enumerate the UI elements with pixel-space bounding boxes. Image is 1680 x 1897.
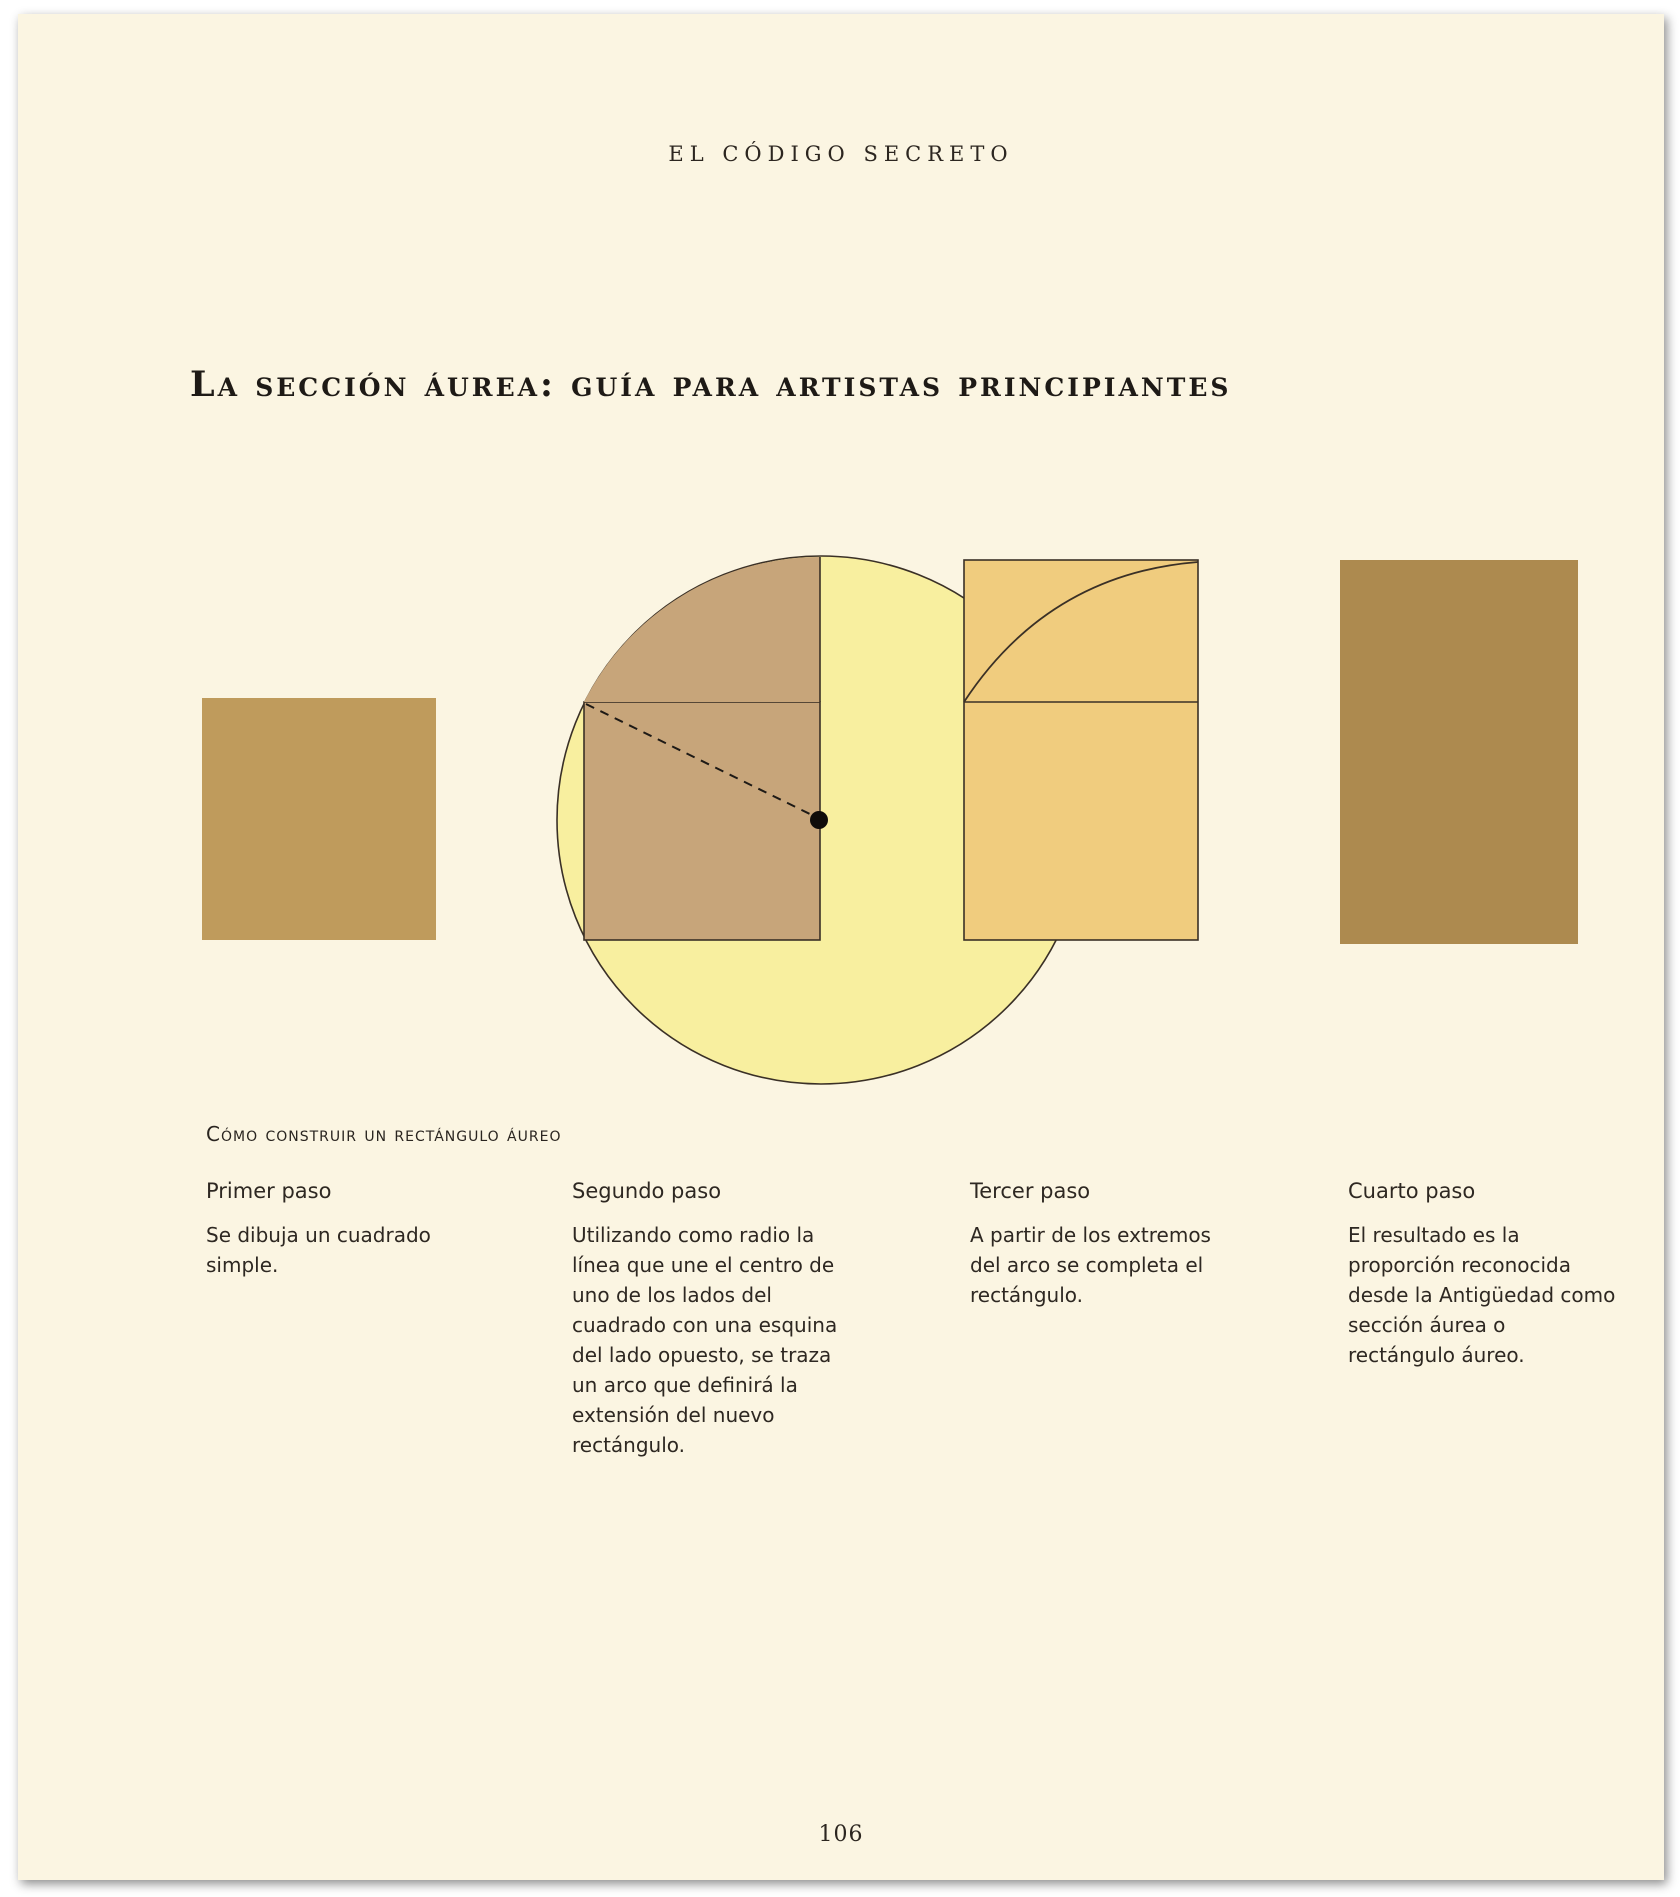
step4-golden-rectangle (1340, 560, 1578, 944)
step-3-text: A partir de los extremos del arco se completa el rectángulo. (970, 1223, 1211, 1307)
step-1-text: Se dibuja un cuadrado simple. (206, 1223, 431, 1277)
step-3-title: Tercer paso (970, 1179, 1091, 1203)
page-title: La sección áurea: guía para artistas principiantes (190, 364, 1232, 405)
step-2-title: Segundo paso (572, 1179, 722, 1203)
step-1-title: Primer paso (206, 1179, 332, 1203)
step-2 (572, 1176, 862, 1460)
step-4 (1348, 1176, 1618, 1370)
center-point (810, 811, 828, 829)
book-page (18, 14, 1664, 1880)
step2-square (584, 702, 820, 940)
step-4-text: El resultado es la proporción reconocida desde la Antigüedad como sección áurea o rectángulo áureo. (1348, 1223, 1616, 1367)
step-3 (970, 1176, 1240, 1310)
running-header: EL CÓDIGO SECRETO (668, 142, 1014, 166)
step1-square (202, 698, 436, 940)
step-2-text: Utilizando como radio la línea que une el centro de uno de los lados del cuadrado con una esquina del lado opuesto, se traza un arco que definirá la extensión del nuevo rectángulo. (572, 1223, 838, 1457)
section-subtitle: Cómo construir un rectángulo áureo (206, 1122, 562, 1146)
golden-rectangle-diagram (18, 14, 1664, 1114)
circle-quarter-wedge (584, 557, 820, 702)
step-4-title: Cuarto paso (1348, 1179, 1476, 1203)
page-number: 106 (818, 1822, 864, 1847)
step3-rectangle (964, 560, 1198, 940)
step-1 (206, 1176, 466, 1280)
